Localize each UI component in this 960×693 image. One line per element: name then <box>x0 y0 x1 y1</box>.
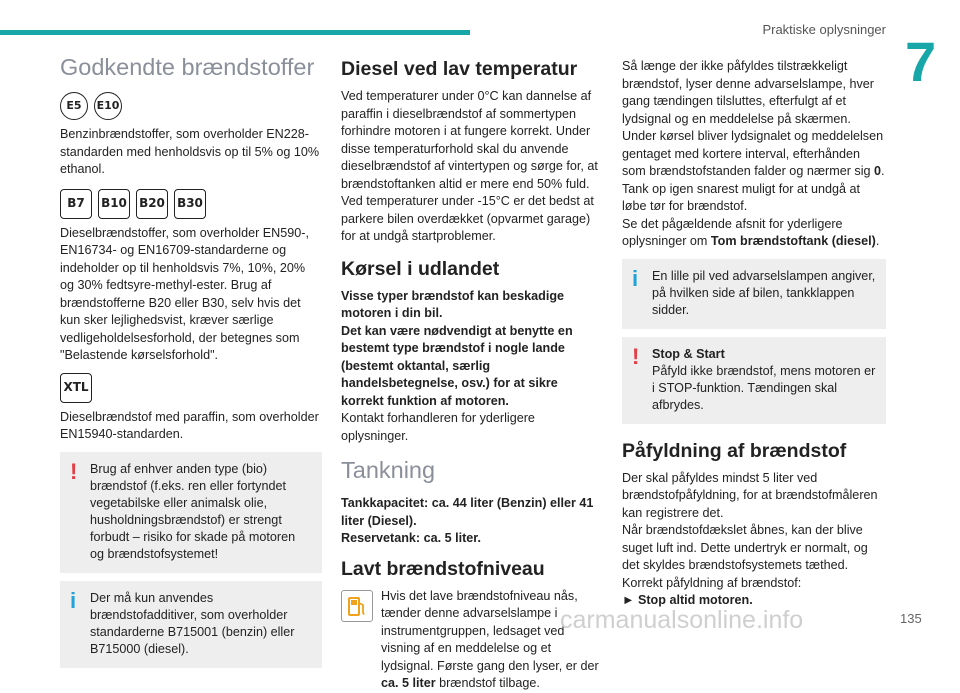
xtl-description: Dieselbrændstof med paraffin, som overholder EN15940-standarden. <box>60 409 319 441</box>
info-note-additives <box>60 581 322 668</box>
info-note-text: En lille pil ved advarselslampen angiver, på hvilken side af bilen, tankklappen sidder. <box>652 268 876 317</box>
heading-refuel: Påfyldning af brændstof <box>622 439 847 462</box>
fuel-pump-warning-icon <box>341 590 373 622</box>
xtl-badges <box>60 373 322 403</box>
badge-b10-icon: B10 <box>98 189 130 219</box>
badge-b7-icon: B7 <box>60 189 92 219</box>
warning-note-stop-start <box>622 337 886 424</box>
warning-exclamation-icon: ! <box>70 458 78 484</box>
low-fuel-row <box>341 588 603 693</box>
badge-e5-icon: E5 <box>60 92 88 120</box>
diesel-badges <box>60 189 322 219</box>
refuel-text: Der skal påfyldes mindst 5 liter ved brændstofpåfyldning, for at brændstofmåleren kan registrere det. Når brændstofdækslet åbnes, kan der blive suget luft ind. Dette undertryk er normalt, og det skyldes brændstofsystemets tæthed. Korrekt påfyldning af brændstof: <box>622 470 878 590</box>
heading-diesel-low-temp: Diesel ved lav temperatur <box>341 58 578 80</box>
info-note-text: Der må kun anvendes brændstofadditiver, som overholder standarderne B715001 (benzin) eller B715000 (diesel). <box>90 590 295 656</box>
diesel-low-temp-text: Ved temperaturer under 0°C kan dannelse af paraffin i dieselbrændstof af sommertypen forhindre motoren i at fungere korrekt. Under disse temperaturforhold skal du anvende dieselbrændstof af vintertypen og sørge for, at brændstoftanken altid er mere end 50% fuld. Ved temperaturer under -15°C er det bedst at parkere bilen overdækket (opvarmet garage) for at undgå startproblemer. <box>341 89 598 243</box>
low-fuel-text: Hvis det lave brændstofniveau nås, tænder denne advarselslampe i instrumentgruppen, ledsaget ved visning af en meddelelse og et lydsignal. Første gang den lyser, er der ca. 5 liter brændstof tilbage. <box>381 588 599 690</box>
diesel-description: Dieselbrændstoffer, som overholder EN590-, EN16734- og EN16709-standarderne og indeholder op til henholdsvis 7%, 10%, 20% og 30% fedtsyre-methyl-ester. Brug af brændstofferne B20 eller B30, selv hvis det kun sker lejlighedsvist, kræver særlige vedligeholdelsesforhold, der betegnes som "Belastende kørselsforhold". <box>60 225 309 362</box>
chapter-number: 7 <box>905 30 937 93</box>
info-note-fuel-flap <box>622 259 886 329</box>
badge-e10-icon: E10 <box>94 92 122 120</box>
petrol-description: Benzinbrændstoffer, som overholder EN228-standarden med henholdsvis op til 5% og 10% ethanol. <box>60 127 320 176</box>
badge-b20-icon: B20 <box>136 189 168 219</box>
warning-note-text: Brug af enhver anden type (bio) brændstof (f.eks. ren eller fortyndet vegetabilske eller animalsk olie, husholdningsbrændstof) er strengt forbudt – risiko for skade på motoren og brændstofsystemet! <box>90 461 296 561</box>
info-icon: i <box>632 265 639 291</box>
refuel-step: ► Stop altid motoren. <box>622 593 753 607</box>
heading-driving-abroad: Kørsel i udlandet <box>341 257 500 280</box>
header-accent-bar <box>0 30 470 35</box>
page-number: 135 <box>900 611 922 626</box>
driving-abroad-text: Kontakt forhandleren for yderligere oplysninger. <box>341 411 535 443</box>
heading-approved-fuels: Godkendte brændstoffer <box>60 54 315 80</box>
tank-capacity-text: Tankkapacitet: ca. 44 liter (Benzin) eller 41 liter (Diesel). Reservetank: ca. 5 liter. <box>341 496 594 545</box>
heading-low-fuel: Lavt brændstofniveau <box>341 557 545 580</box>
badge-xtl-icon: XTL <box>60 373 92 403</box>
badge-b30-icon: B30 <box>174 189 206 219</box>
column-diesel-low-temp <box>341 56 603 693</box>
column-approved-fuels <box>60 52 322 676</box>
stop-start-text: Påfyld ikke brændstof, mens motoren er i STOP-funktion. Tændingen skal afbrydes. <box>652 363 876 412</box>
info-icon: i <box>70 587 77 613</box>
watermark: carmanualsonline.info <box>560 606 804 634</box>
warning-note-fuel-types <box>60 452 322 573</box>
stop-start-title: Stop & Start <box>652 346 725 361</box>
column-low-fuel-continued <box>622 58 886 616</box>
driving-abroad-bold: Visse typer brændstof kan beskadige motoren i din bil. Det kan være nødvendigt at benytte en bestemt type brændstof i nogle lande (bestemt oktantal, særlig handelsbetegnelse, osv.) for at sikre korrekt funktion af motoren. <box>341 288 573 408</box>
low-fuel-continued-text: Så længe der ikke påfyldes tilstrækkeligt brændstof, lyser denne advarselslampe, hver gang tændingen tilsluttes, efterfulgt af et lydsignal og en meddelelse på skærmen. Under kørsel bliver lydsignalet og meddelelsen gentaget med kortere interval, efterhånden som brændstofstanden falder og nærmer sig 0. Tank op igen snarest muligt for at undgå at løbe tør for brændstof. Se det pågældende afsnit for yderligere oplysninger om Tom brændstoftank (diesel). <box>622 59 885 248</box>
heading-refuelling: Tankning <box>341 457 436 483</box>
warning-exclamation-icon: ! <box>632 343 640 369</box>
petrol-badges <box>60 92 322 120</box>
section-title: Praktiske oplysninger <box>762 22 886 37</box>
